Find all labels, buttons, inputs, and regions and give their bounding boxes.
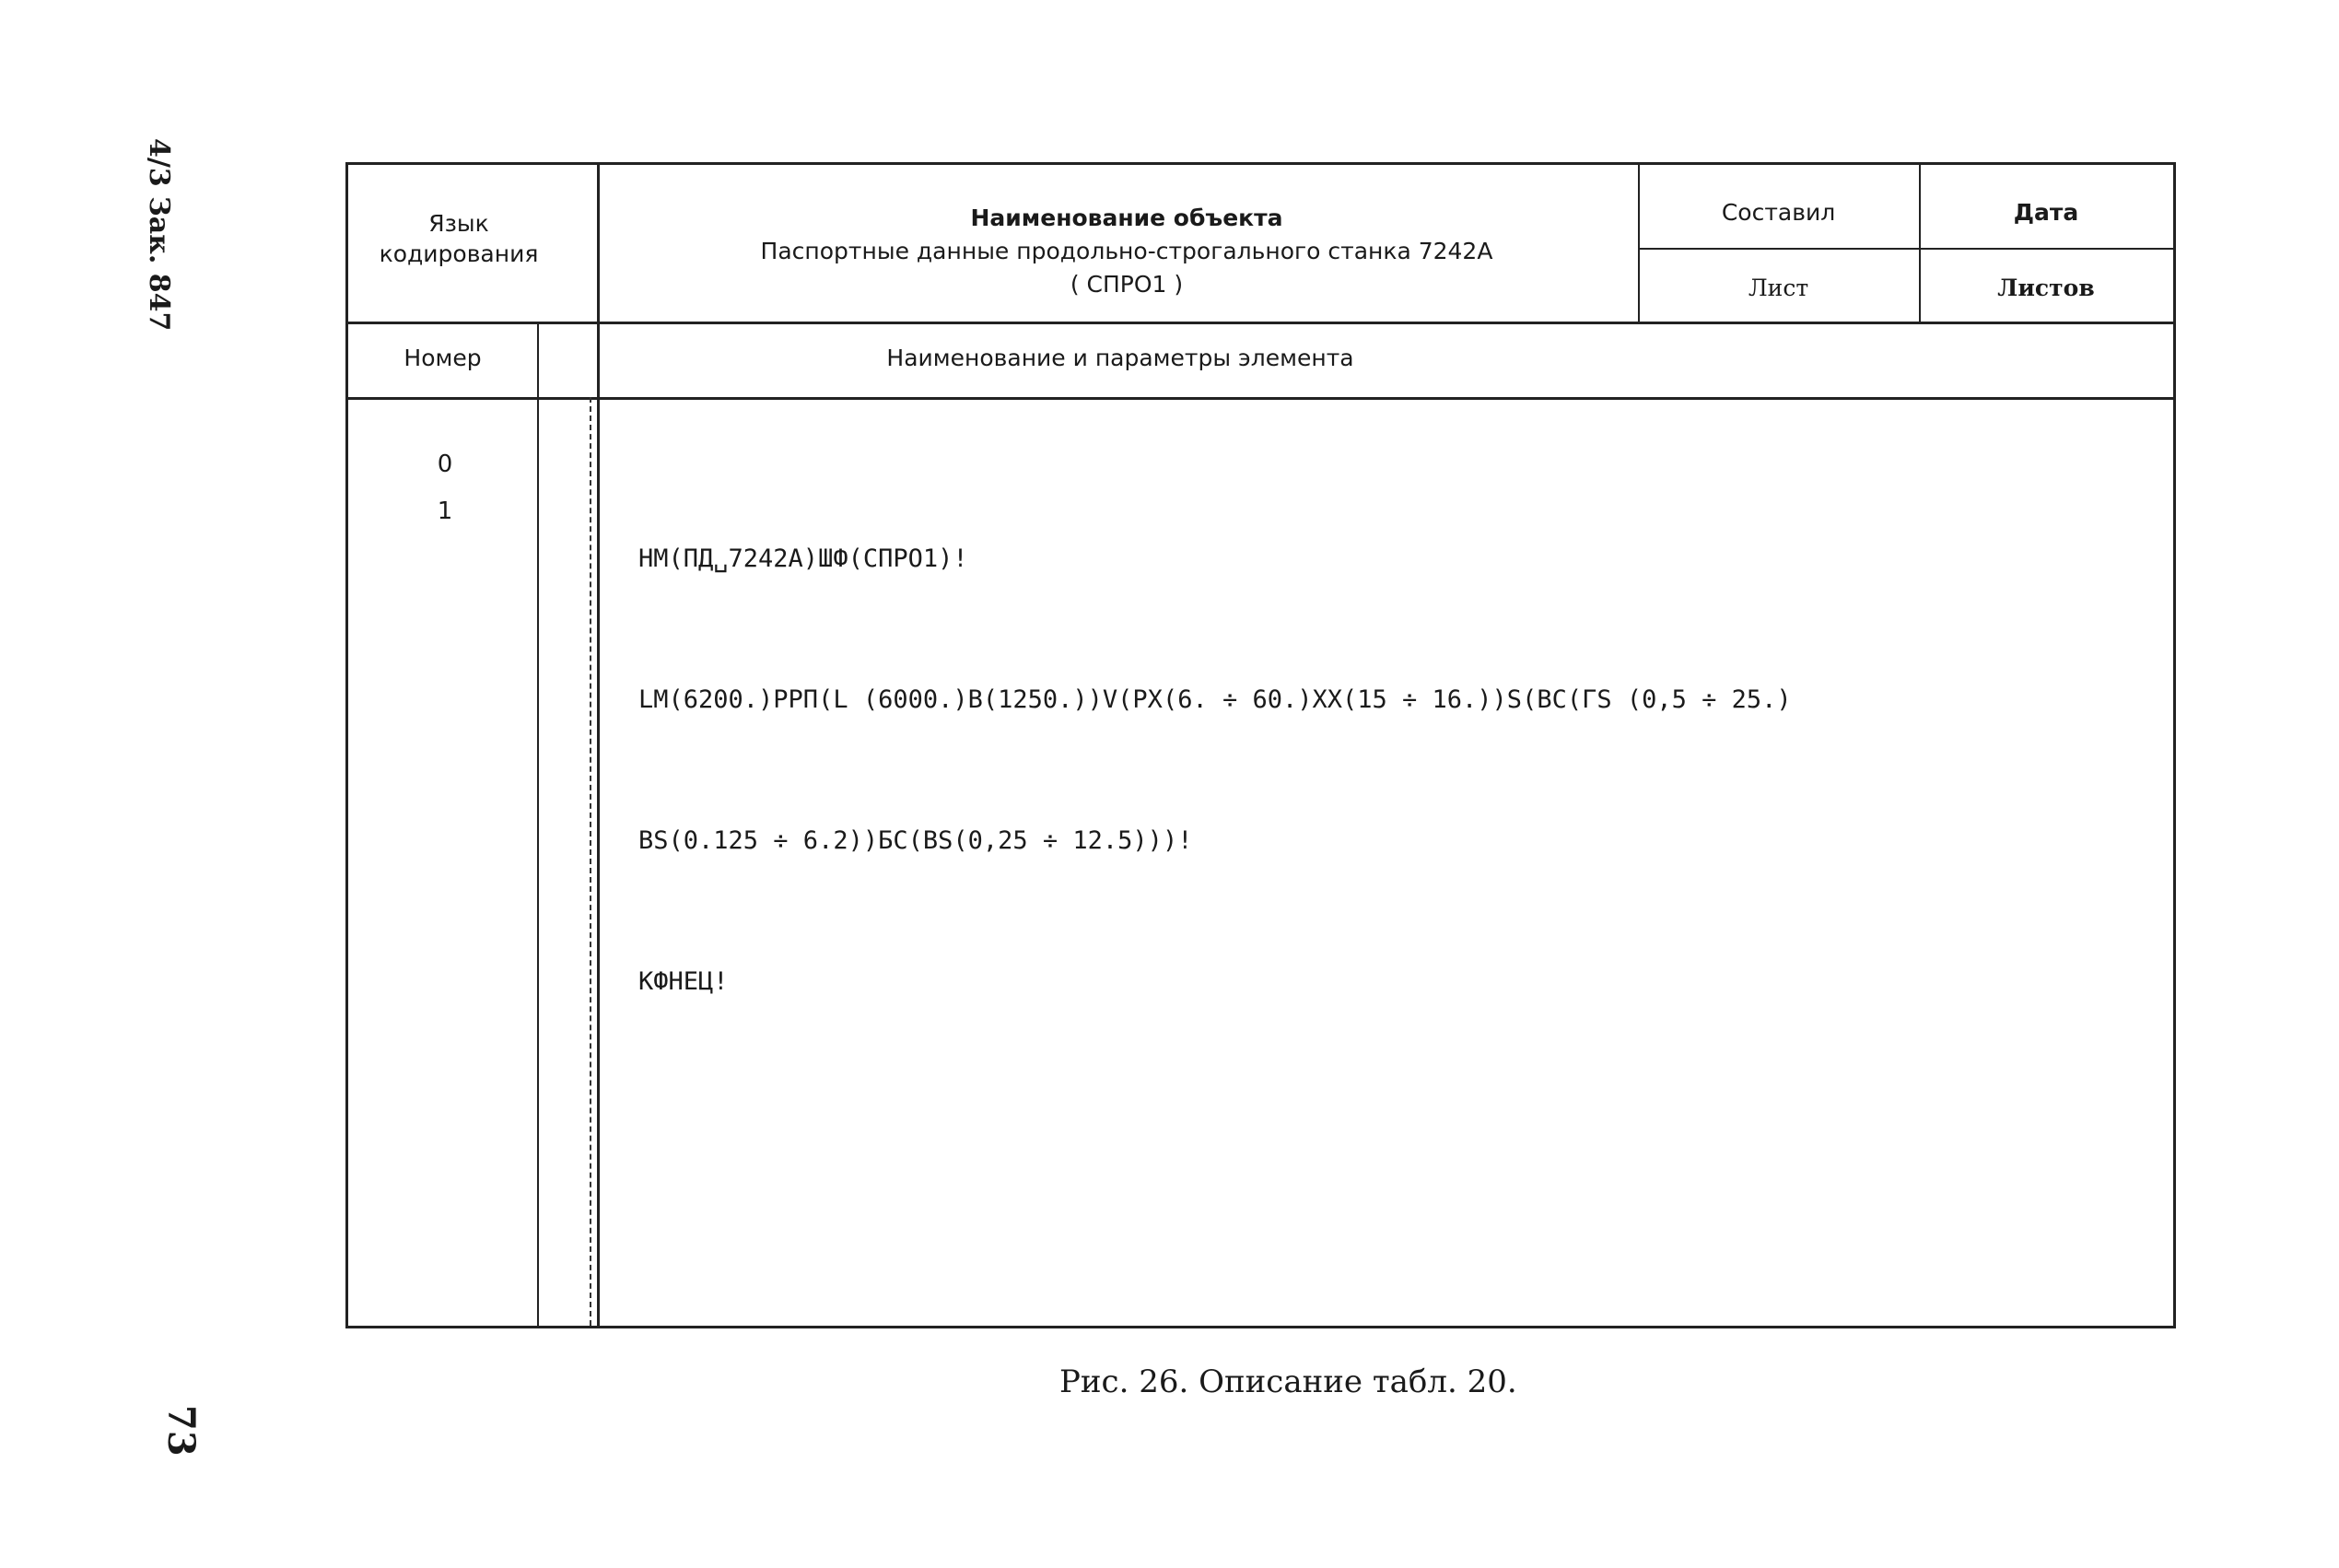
object-name: Паспортные данные продольно-строгального станка 7242А [760, 238, 1493, 264]
object-label: Наименование объекта [970, 205, 1283, 231]
number-column-header: Номер [403, 345, 482, 371]
object-title-block [606, 202, 1647, 301]
col-divider-main [597, 165, 600, 1326]
code-lines [638, 441, 2112, 1099]
code-line: ВS(0.125 ÷ 6.2))БС(ВS(0,25 ÷ 12.5)))! [638, 826, 1193, 855]
code-line: LМ(6200.)РРП(L (6000.)В(1250.))V(РХ(6. ÷ 60.)ХХ(15 ÷ 16.))S(ВС(ГS (0,5 ÷ 25.) [638, 685, 1792, 714]
code-line: КФНЕЦ! [638, 967, 729, 996]
compiled-label: Составил [1721, 199, 1836, 226]
page-number: 73 [159, 1405, 203, 1457]
coding-form [345, 162, 2176, 1328]
row-number: 1 [437, 497, 453, 525]
code-line: НМ(ПД␣7242А)ШФ(СПРО1)! [638, 544, 968, 573]
figure-caption: Рис. 26. Описание табл. 20. [1059, 1363, 1517, 1400]
col-divider-number [537, 322, 539, 1326]
row-number: 0 [437, 451, 453, 478]
object-code: ( СПРО1 ) [1070, 271, 1184, 298]
row-number-list [422, 441, 468, 535]
column-header-bottom-line [348, 397, 2173, 400]
margin-annotation: 4/3 Зак. 847 [143, 138, 175, 332]
header-bottom-line [348, 322, 2173, 324]
language-label: Язык кодирования [379, 210, 539, 267]
col-divider-dashed [590, 397, 591, 1326]
date-label: Дата [2013, 199, 2079, 226]
header-right-split-line [1638, 248, 2173, 250]
element-column-header: Наименование и параметры элемента [886, 345, 1354, 371]
sheets-label: Листов [1997, 275, 2095, 301]
sheet-label: Лист [1748, 275, 1809, 301]
